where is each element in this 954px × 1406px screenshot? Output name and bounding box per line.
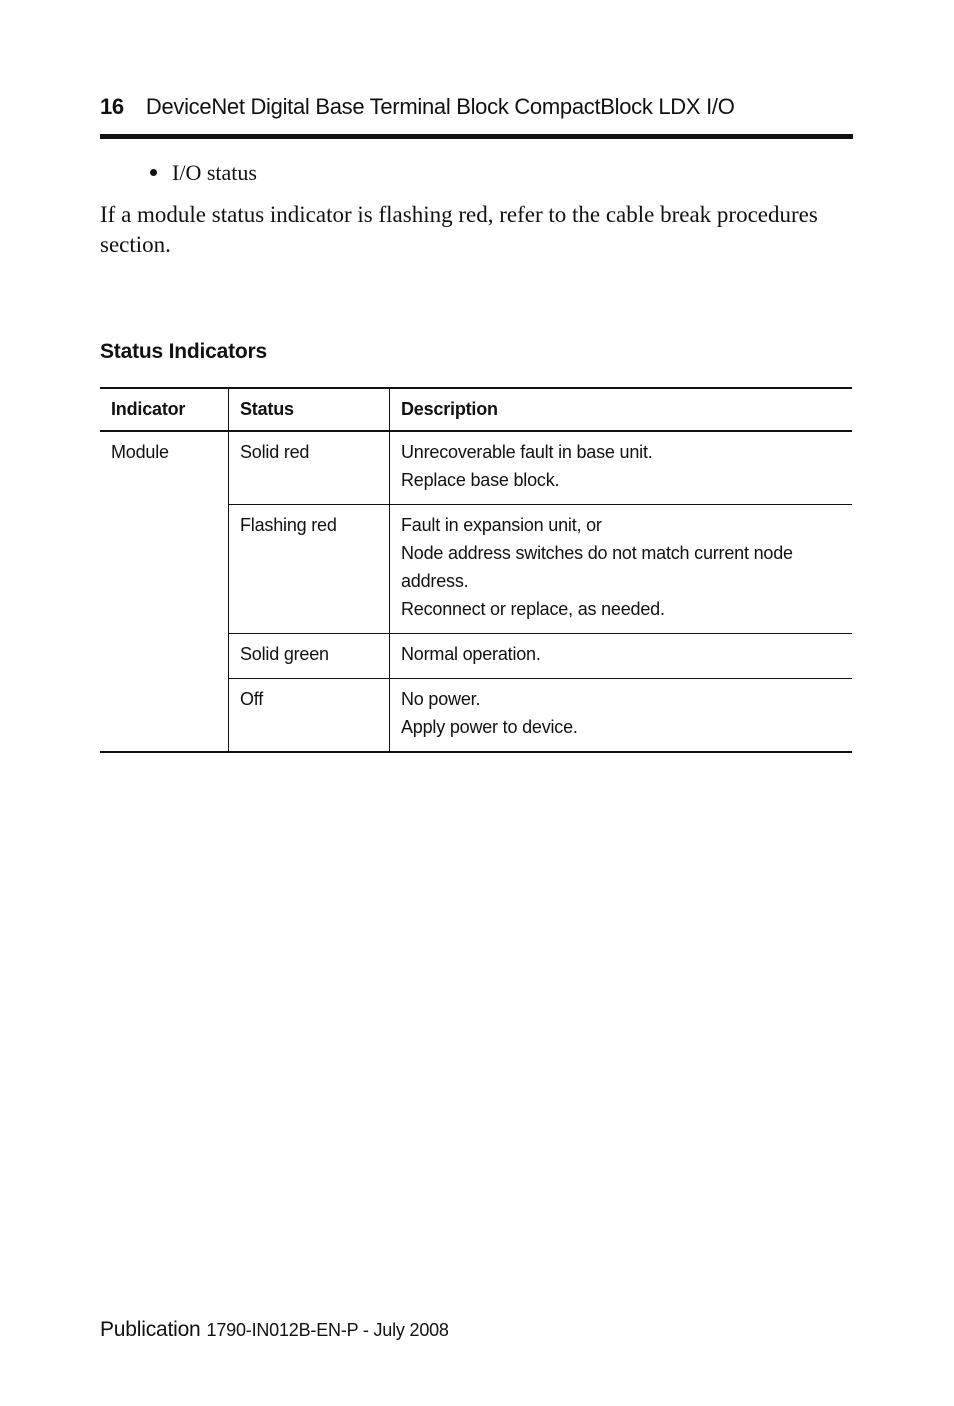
page-footer (100, 1318, 449, 1342)
header-description: Description (390, 388, 853, 431)
description-cell (390, 431, 853, 505)
description-cell (390, 505, 853, 634)
description-line: Reconnect or replace, as needed. (401, 599, 665, 619)
description-cell (390, 679, 853, 753)
status-cell: Solid green (229, 634, 390, 679)
status-cell: Flashing red (229, 505, 390, 634)
indicator-cell: Module (100, 431, 229, 752)
header-rule (100, 134, 853, 139)
description-line: Replace base block. (401, 470, 560, 490)
bullet-item (150, 160, 257, 186)
page-header (100, 94, 853, 124)
table-row (100, 431, 852, 505)
bullet-dot-icon (150, 169, 157, 176)
description-line: Apply power to device. (401, 717, 578, 737)
description-line: Node address switches do not match current node address. (401, 543, 793, 591)
status-cell: Off (229, 679, 390, 753)
footer-label: Publication (100, 1318, 201, 1341)
table-title: Status Indicators (100, 340, 267, 363)
header-status: Status (229, 388, 390, 431)
description-line: Normal operation. (401, 644, 541, 664)
description-line: Fault in expansion unit, or (401, 515, 602, 535)
header-indicator: Indicator (100, 388, 229, 431)
page-number: 16 (100, 94, 124, 119)
status-indicators-table (100, 387, 852, 753)
description-line: No power. (401, 689, 481, 709)
description-line: Unrecoverable fault in base unit. (401, 442, 653, 462)
table-header-row (100, 388, 852, 431)
publication-number: 1790-IN012B-EN-P - July 2008 (206, 1320, 449, 1340)
status-cell: Solid red (229, 431, 390, 505)
description-cell (390, 634, 853, 679)
document-title: DeviceNet Digital Base Terminal Block CompactBlock LDX I/O (145, 94, 735, 119)
bullet-text: I/O status (172, 160, 257, 185)
body-paragraph: If a module status indicator is flashing red, refer to the cable break procedures section. (100, 202, 818, 257)
bullet-list (150, 160, 257, 186)
